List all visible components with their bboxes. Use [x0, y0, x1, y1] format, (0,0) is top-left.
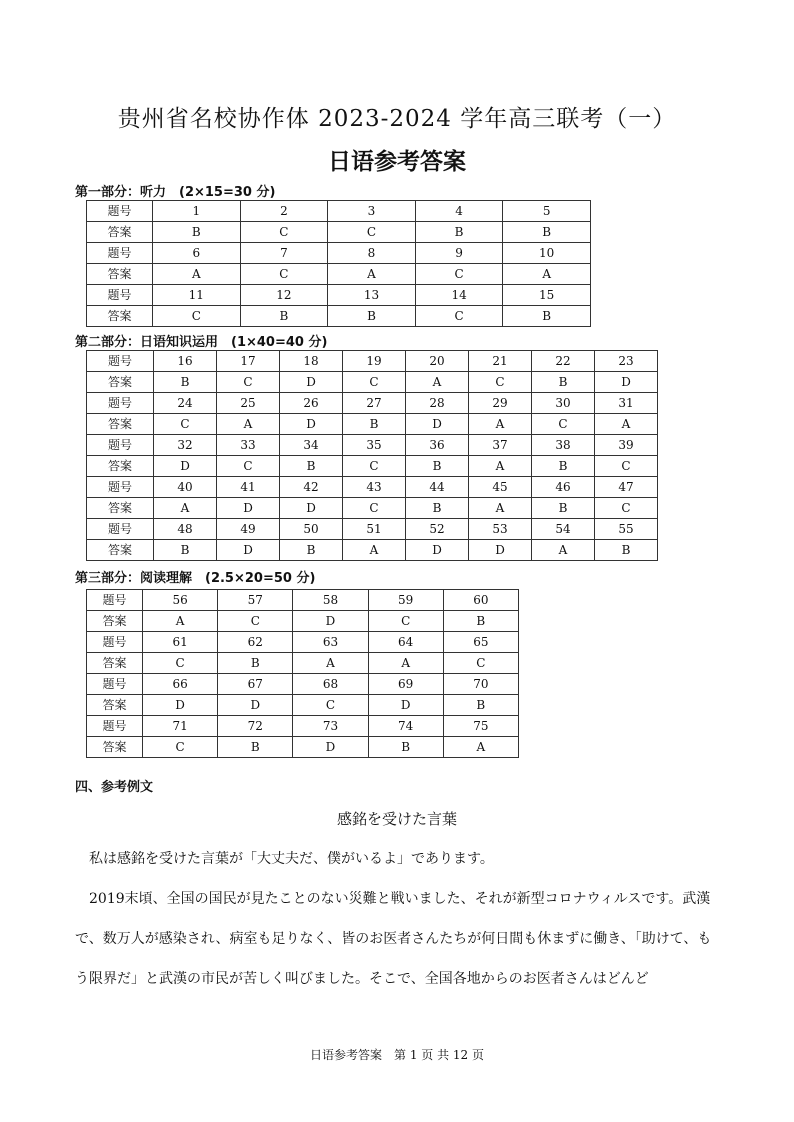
- question-number-cell: 27: [343, 393, 406, 414]
- answer-cell: C: [595, 498, 658, 519]
- question-number-cell: 70: [443, 674, 518, 695]
- row-label-cell: 题号: [87, 393, 154, 414]
- question-number-cell: 72: [218, 716, 293, 737]
- answer-cell: A: [443, 737, 518, 758]
- question-number-row: [87, 393, 658, 414]
- answer-cell: A: [143, 611, 218, 632]
- question-number-row: [87, 285, 591, 306]
- answer-cell: C: [217, 456, 280, 477]
- answer-cell: A: [469, 414, 532, 435]
- answer-row: [87, 540, 658, 561]
- answer-row: [87, 414, 658, 435]
- answer-cell: D: [469, 540, 532, 561]
- answer-cell: B: [532, 456, 595, 477]
- part2-answer-table: [86, 350, 658, 561]
- part3-heading: 第三部分：阅读理解 (2.5×20=50 分): [75, 571, 316, 586]
- question-number-cell: 63: [293, 632, 368, 653]
- essay-paragraph-2: 2019末頃、全国の国民が見たことのない災難と戦いました、それが新型コロナウィルスです。武漢で、数万人が感染され、病室も足りなく、皆のお医者さんたちが何日間も休まずに働き、「助けて、もう限界だ」と武漢の市民が苦しく叫びました。そこで、全国各地からのお医者さんはどんど: [75, 891, 712, 987]
- question-number-cell: 75: [443, 716, 518, 737]
- answer-cell: B: [532, 498, 595, 519]
- row-label-cell: 答案: [87, 456, 154, 477]
- answer-cell: C: [143, 737, 218, 758]
- answer-cell: D: [406, 540, 469, 561]
- question-number-cell: 66: [143, 674, 218, 695]
- answer-cell: A: [532, 540, 595, 561]
- row-label-cell: 答案: [87, 540, 154, 561]
- answer-cell: A: [469, 498, 532, 519]
- question-number-cell: 51: [343, 519, 406, 540]
- question-number-cell: 38: [532, 435, 595, 456]
- answer-cell: A: [469, 456, 532, 477]
- question-number-cell: 18: [280, 351, 343, 372]
- question-number-cell: 52: [406, 519, 469, 540]
- row-label-cell: 答案: [87, 611, 143, 632]
- question-number-cell: 19: [343, 351, 406, 372]
- question-number-cell: 7: [240, 243, 328, 264]
- question-number-cell: 44: [406, 477, 469, 498]
- essay-paragraph-1: 私は感銘を受けた言葉が「大丈夫だ、僕がいるよ」であります。: [75, 851, 494, 867]
- answer-cell: D: [217, 540, 280, 561]
- question-number-cell: 40: [154, 477, 217, 498]
- answer-cell: B: [154, 372, 217, 393]
- question-number-cell: 13: [328, 285, 416, 306]
- answer-cell: B: [503, 222, 591, 243]
- answer-cell: D: [368, 695, 443, 716]
- essay-title: 感銘を受けた言葉: [336, 810, 457, 828]
- answer-cell: D: [280, 414, 343, 435]
- question-number-cell: 36: [406, 435, 469, 456]
- question-number-cell: 4: [415, 201, 503, 222]
- answer-cell: C: [143, 653, 218, 674]
- part4-heading: 四、参考例文: [75, 780, 154, 795]
- question-number-cell: 1: [153, 201, 241, 222]
- question-number-cell: 12: [240, 285, 328, 306]
- question-number-cell: 46: [532, 477, 595, 498]
- question-number-row: [87, 632, 519, 653]
- answer-cell: A: [154, 498, 217, 519]
- answer-cell: A: [343, 540, 406, 561]
- row-label-cell: 题号: [87, 519, 154, 540]
- answer-cell: A: [153, 264, 241, 285]
- question-number-cell: 47: [595, 477, 658, 498]
- answer-cell: C: [368, 611, 443, 632]
- question-number-cell: 53: [469, 519, 532, 540]
- answer-cell: B: [443, 611, 518, 632]
- question-number-cell: 2: [240, 201, 328, 222]
- question-number-cell: 73: [293, 716, 368, 737]
- answer-row: [87, 695, 519, 716]
- answer-cell: B: [406, 456, 469, 477]
- row-label-cell: 题号: [87, 477, 154, 498]
- answer-row: [87, 372, 658, 393]
- question-number-row: [87, 351, 658, 372]
- answer-cell: A: [293, 653, 368, 674]
- answer-cell: C: [343, 456, 406, 477]
- row-label-cell: 题号: [87, 674, 143, 695]
- question-number-cell: 28: [406, 393, 469, 414]
- question-number-cell: 59: [368, 590, 443, 611]
- question-number-cell: 42: [280, 477, 343, 498]
- question-number-cell: 3: [328, 201, 416, 222]
- answer-cell: A: [503, 264, 591, 285]
- question-number-cell: 11: [153, 285, 241, 306]
- answer-cell: B: [280, 456, 343, 477]
- answer-cell: D: [406, 414, 469, 435]
- answer-cell: B: [280, 540, 343, 561]
- question-number-cell: 20: [406, 351, 469, 372]
- row-label-cell: 答案: [87, 653, 143, 674]
- answer-row: [87, 222, 591, 243]
- question-number-cell: 29: [469, 393, 532, 414]
- question-number-cell: 33: [217, 435, 280, 456]
- answer-cell: C: [217, 372, 280, 393]
- row-label-cell: 答案: [87, 372, 154, 393]
- answer-cell: B: [443, 695, 518, 716]
- document-title: 贵州省名校协作体 2023-2024 学年高三联考（一）: [117, 106, 677, 132]
- row-label-cell: 答案: [87, 498, 154, 519]
- answer-cell: C: [595, 456, 658, 477]
- answer-cell: D: [218, 695, 293, 716]
- answer-cell: D: [217, 498, 280, 519]
- question-number-cell: 30: [532, 393, 595, 414]
- answer-cell: D: [595, 372, 658, 393]
- part1-heading: 第一部分：听力 (2×15=30 分): [75, 185, 276, 200]
- question-number-cell: 45: [469, 477, 532, 498]
- answer-cell: B: [218, 737, 293, 758]
- answer-cell: C: [154, 414, 217, 435]
- row-label-cell: 题号: [87, 201, 153, 222]
- row-label-cell: 答案: [87, 737, 143, 758]
- row-label-cell: 答案: [87, 222, 153, 243]
- answer-row: [87, 456, 658, 477]
- row-label-cell: 题号: [87, 351, 154, 372]
- answer-cell: B: [343, 414, 406, 435]
- answer-cell: B: [532, 372, 595, 393]
- question-number-cell: 56: [143, 590, 218, 611]
- answer-cell: D: [143, 695, 218, 716]
- answer-cell: C: [415, 264, 503, 285]
- question-number-cell: 10: [503, 243, 591, 264]
- answer-cell: A: [217, 414, 280, 435]
- question-number-cell: 16: [154, 351, 217, 372]
- answer-cell: C: [240, 222, 328, 243]
- page-footer: 日语参考答案 第 1 页 共 12 页: [310, 1048, 484, 1062]
- row-label-cell: 题号: [87, 243, 153, 264]
- question-number-row: [87, 674, 519, 695]
- question-number-cell: 17: [217, 351, 280, 372]
- row-label-cell: 题号: [87, 716, 143, 737]
- question-number-cell: 9: [415, 243, 503, 264]
- question-number-cell: 41: [217, 477, 280, 498]
- answer-cell: A: [328, 264, 416, 285]
- answer-cell: B: [218, 653, 293, 674]
- question-number-cell: 24: [154, 393, 217, 414]
- question-number-cell: 25: [217, 393, 280, 414]
- question-number-cell: 69: [368, 674, 443, 695]
- answer-cell: D: [293, 611, 368, 632]
- question-number-cell: 5: [503, 201, 591, 222]
- answer-cell: C: [343, 372, 406, 393]
- answer-cell: B: [406, 498, 469, 519]
- question-number-cell: 54: [532, 519, 595, 540]
- answer-cell: B: [153, 222, 241, 243]
- question-number-cell: 50: [280, 519, 343, 540]
- question-number-cell: 37: [469, 435, 532, 456]
- answer-cell: C: [153, 306, 241, 327]
- answer-cell: B: [240, 306, 328, 327]
- answer-cell: C: [328, 222, 416, 243]
- question-number-cell: 39: [595, 435, 658, 456]
- answer-cell: A: [595, 414, 658, 435]
- part2-heading: 第二部分：日语知识运用 (1×40=40 分): [75, 335, 328, 350]
- row-label-cell: 题号: [87, 590, 143, 611]
- question-number-cell: 15: [503, 285, 591, 306]
- question-number-row: [87, 716, 519, 737]
- question-number-cell: 62: [218, 632, 293, 653]
- row-label-cell: 答案: [87, 264, 153, 285]
- question-number-cell: 14: [415, 285, 503, 306]
- answer-cell: B: [595, 540, 658, 561]
- answer-row: [87, 653, 519, 674]
- question-number-cell: 61: [143, 632, 218, 653]
- question-number-cell: 55: [595, 519, 658, 540]
- answer-cell: D: [280, 498, 343, 519]
- question-number-row: [87, 590, 519, 611]
- row-label-cell: 答案: [87, 306, 153, 327]
- answer-row: [87, 611, 519, 632]
- answer-row: [87, 498, 658, 519]
- answer-cell: C: [240, 264, 328, 285]
- question-number-cell: 21: [469, 351, 532, 372]
- row-label-cell: 题号: [87, 435, 154, 456]
- question-number-cell: 6: [153, 243, 241, 264]
- question-number-row: [87, 477, 658, 498]
- row-label-cell: 题号: [87, 285, 153, 306]
- question-number-cell: 67: [218, 674, 293, 695]
- question-number-cell: 8: [328, 243, 416, 264]
- answer-cell: D: [154, 456, 217, 477]
- answer-row: [87, 737, 519, 758]
- question-number-row: [87, 435, 658, 456]
- question-number-cell: 74: [368, 716, 443, 737]
- answer-cell: B: [503, 306, 591, 327]
- question-number-cell: 68: [293, 674, 368, 695]
- answer-cell: C: [218, 611, 293, 632]
- answer-row: [87, 306, 591, 327]
- question-number-cell: 57: [218, 590, 293, 611]
- question-number-cell: 71: [143, 716, 218, 737]
- answer-cell: B: [328, 306, 416, 327]
- document-subtitle: 日语参考答案: [328, 149, 466, 175]
- answer-cell: C: [532, 414, 595, 435]
- question-number-cell: 23: [595, 351, 658, 372]
- answer-cell: A: [406, 372, 469, 393]
- answer-cell: C: [343, 498, 406, 519]
- question-number-row: [87, 243, 591, 264]
- answer-cell: B: [368, 737, 443, 758]
- row-label-cell: 答案: [87, 695, 143, 716]
- row-label-cell: 题号: [87, 632, 143, 653]
- question-number-row: [87, 519, 658, 540]
- question-number-cell: 58: [293, 590, 368, 611]
- question-number-cell: 34: [280, 435, 343, 456]
- answer-cell: A: [368, 653, 443, 674]
- question-number-cell: 64: [368, 632, 443, 653]
- answer-cell: B: [154, 540, 217, 561]
- answer-cell: C: [415, 306, 503, 327]
- row-label-cell: 答案: [87, 414, 154, 435]
- question-number-cell: 31: [595, 393, 658, 414]
- part3-answer-table: [86, 589, 519, 758]
- answer-cell: D: [280, 372, 343, 393]
- answer-row: [87, 264, 591, 285]
- question-number-cell: 22: [532, 351, 595, 372]
- question-number-row: [87, 201, 591, 222]
- question-number-cell: 49: [217, 519, 280, 540]
- answer-cell: C: [443, 653, 518, 674]
- question-number-cell: 48: [154, 519, 217, 540]
- part1-answer-table: [86, 200, 591, 327]
- question-number-cell: 26: [280, 393, 343, 414]
- question-number-cell: 43: [343, 477, 406, 498]
- answer-cell: B: [415, 222, 503, 243]
- question-number-cell: 35: [343, 435, 406, 456]
- question-number-cell: 60: [443, 590, 518, 611]
- answer-cell: D: [293, 737, 368, 758]
- answer-cell: C: [293, 695, 368, 716]
- answer-cell: C: [469, 372, 532, 393]
- question-number-cell: 32: [154, 435, 217, 456]
- question-number-cell: 65: [443, 632, 518, 653]
